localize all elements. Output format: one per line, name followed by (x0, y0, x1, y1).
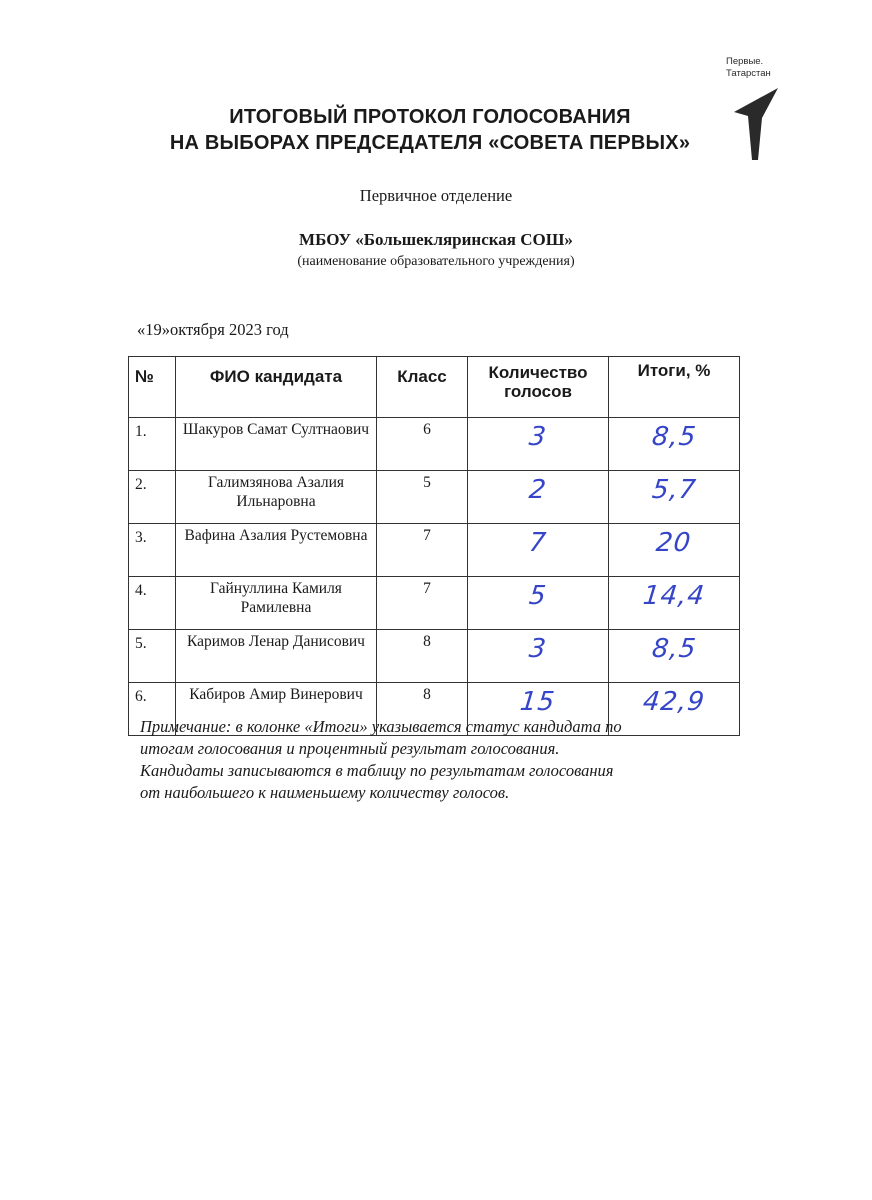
row-result (609, 471, 740, 524)
row-grade (377, 418, 468, 471)
row-grade (377, 577, 468, 630)
row-result-value: 5,7 (650, 475, 698, 505)
table-row (129, 630, 740, 683)
row-votes (468, 471, 609, 524)
row-grade (377, 630, 468, 683)
header-result: Итоги, % (609, 357, 740, 418)
header-name: ФИО кандидата (176, 357, 377, 418)
page-title (100, 104, 760, 156)
row-grade-value: 8 (423, 686, 431, 703)
row-name: Гайнуллина Камиля Рамилевна (176, 577, 377, 630)
row-num: 3. (129, 524, 176, 577)
row-grade-value: 7 (423, 580, 431, 597)
row-result (609, 630, 740, 683)
school-name: МБОУ «Большекляринская СОШ» (299, 230, 573, 249)
logo-text-line2: Татарстан (726, 68, 771, 79)
title-line2: НА ВЫБОРАХ ПРЕДСЕДАТЕЛЯ «СОВЕТА ПЕРВЫХ» (169, 132, 691, 154)
row-num: 6. (129, 683, 176, 736)
results-table (128, 356, 740, 736)
school-hint: (наименование образовательного учреждения) (297, 254, 575, 269)
row-grade-value: 8 (423, 633, 431, 650)
header-num: № (129, 357, 176, 418)
row-grade-value: 6 (423, 421, 431, 438)
header-votes: Количество голосов (468, 357, 609, 418)
row-result-value: 8,5 (650, 634, 698, 664)
row-result-value: 42,9 (641, 687, 707, 717)
row-name: Шакуров Самат Султнаович (176, 418, 377, 471)
row-num: 1. (129, 418, 176, 471)
row-votes-value: 5 (527, 581, 549, 611)
row-result-value: 20 (654, 528, 694, 558)
row-name: Кабиров Амир Винерович (176, 683, 377, 736)
header-grade: Класс (377, 357, 468, 418)
note-line1: Примечание: в колонке «Итоги» указывается статус кандидата по (140, 717, 622, 736)
row-result (609, 524, 740, 577)
row-grade-value: 5 (423, 474, 431, 491)
row-result (609, 418, 740, 471)
row-num: 2. (129, 471, 176, 524)
row-grade-value: 7 (423, 527, 431, 544)
row-votes (468, 524, 609, 577)
table-row (129, 418, 740, 471)
title-line1: ИТОГОВЫЙ ПРОТОКОЛ ГОЛОСОВАНИЯ (229, 106, 631, 128)
row-votes (468, 577, 609, 630)
row-votes (468, 418, 609, 471)
row-num: 5. (129, 630, 176, 683)
row-votes-value: 7 (527, 528, 549, 558)
table-row (129, 577, 740, 630)
row-votes-value: 3 (527, 422, 549, 452)
row-votes-value: 15 (518, 687, 558, 717)
row-votes-value: 3 (527, 634, 549, 664)
row-result (609, 577, 740, 630)
table-header-row (129, 357, 740, 418)
row-num: 4. (129, 577, 176, 630)
table-row (129, 471, 740, 524)
note (140, 716, 740, 804)
row-result-value: 14,4 (641, 581, 707, 611)
note-line3: Кандидаты записываются в таблицу по результатам голосования (140, 761, 614, 780)
row-name: Каримов Ленар Данисович (176, 630, 377, 683)
row-grade (377, 524, 468, 577)
row-name: Галимзянова Азалия Ильнаровна (176, 471, 377, 524)
row-grade (377, 471, 468, 524)
note-line2: итогам голосования и процентный результат голосования. (140, 739, 560, 758)
row-name: Вафина Азалия Рустемовна (176, 524, 377, 577)
row-votes (468, 630, 609, 683)
note-line4: от наибольшего к наименьшему количеству голосов. (140, 783, 510, 802)
row-votes-value: 2 (527, 475, 549, 505)
protocol-date: «19»октября 2023 год (137, 320, 289, 339)
row-result-value: 8,5 (650, 422, 698, 452)
table-row (129, 524, 740, 577)
logo-text-line1: Первые. (726, 56, 764, 67)
subtitle: Первичное отделение (359, 186, 513, 205)
